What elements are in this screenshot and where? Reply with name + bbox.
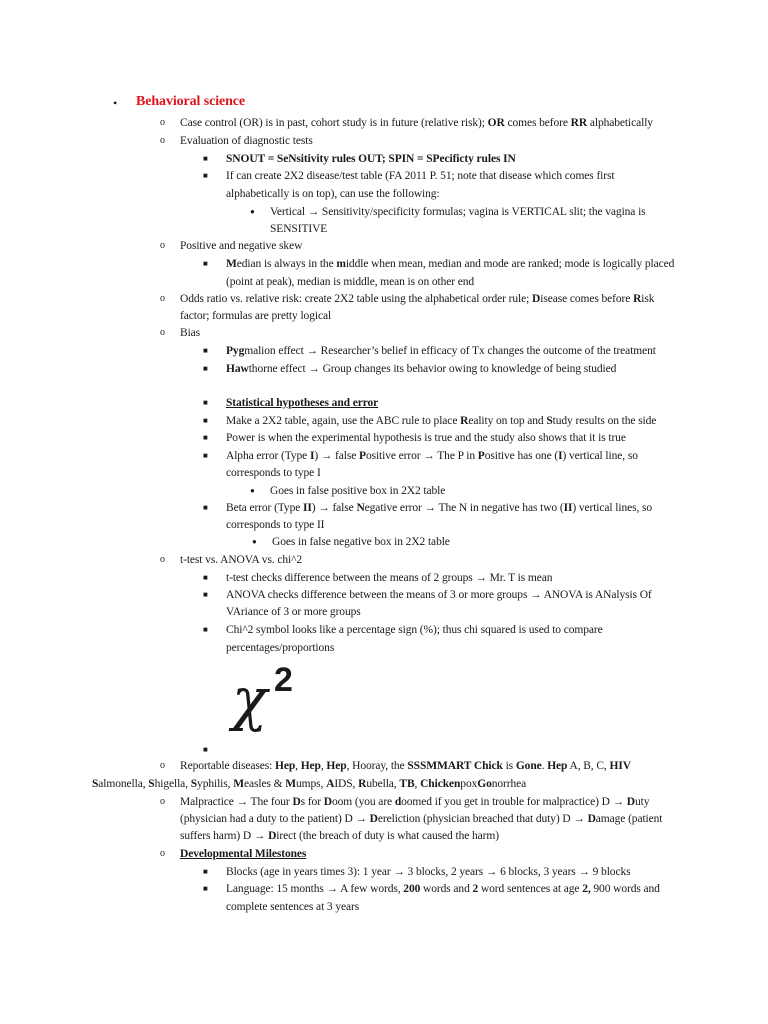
- note-line: Power is when the experimental hypothesis is true and the study also shows that it is true: [226, 432, 626, 444]
- bullet-l1: o: [160, 554, 165, 565]
- note-line: alphabetically is on top), can use the following:: [226, 188, 440, 200]
- note-line: Blocks (age in years times 3): 1 year → 3 blocks, 2 years → 6 blocks, 3 years → 9 blocks: [226, 866, 631, 878]
- note-line: SENSITIVE: [270, 223, 328, 235]
- note-line: Reportable diseases: Hep, Hep, Hep, Hooray, the SSSMMART Chick is Gone. Hep A, B, C, HIV: [180, 760, 631, 772]
- note-line: Evaluation of diagnostic tests: [180, 135, 313, 147]
- bullet-l2: ■: [203, 625, 208, 634]
- note-line: Alpha error (Type I) → false Positive error → The P in Positive has one (I) vertical line, so: [226, 450, 638, 462]
- note-line: Pygmalion effect → Researcher’s belief in efficacy of Tx changes the outcome of the treatment: [226, 345, 656, 357]
- bullet-l3: ●: [250, 207, 255, 216]
- note-line: corresponds to type I: [226, 467, 321, 479]
- note-line: Beta error (Type II) → false Negative error → The N in negative has two (II) vertical lines, so: [226, 502, 653, 514]
- note-line: corresponds to type II: [226, 519, 325, 531]
- bullet-l2: ■: [203, 451, 208, 460]
- bullet-l2: ■: [203, 259, 208, 268]
- note-line: VAriance of 3 or more groups: [226, 606, 361, 618]
- bullet-l2: ■: [203, 573, 208, 582]
- note-line: Goes in false negative box in 2X2 table: [272, 536, 450, 548]
- bullet-l2: ■: [203, 398, 208, 407]
- bullet-l2: ■: [203, 416, 208, 425]
- bullet-l3: ●: [252, 537, 257, 546]
- note-line: Make a 2X2 table, again, use the ABC rule to place Reality on top and Study results on the side: [226, 415, 657, 427]
- subheading: Developmental Milestones: [180, 848, 307, 860]
- note-line: t-test vs. ANOVA vs. chi^2: [180, 554, 303, 566]
- bullet-l2: ■: [203, 503, 208, 512]
- bullet-l2: ■: [203, 364, 208, 373]
- note-line: Odds ratio vs. relative risk: create 2X2 table using the alphabetical order rule; Disease comes before Risk: [180, 293, 655, 305]
- bullet-l1: o: [160, 796, 165, 807]
- note-line: Language: 15 months → A few words, 200 words and 2 word sentences at age 2, 900 words and: [226, 883, 660, 895]
- bullet-l2: ■: [203, 433, 208, 442]
- note-line: (point at peak), median is middle, mean is on other end: [226, 276, 475, 288]
- note-line: Goes in false positive box in 2X2 table: [270, 485, 446, 497]
- note-line: Vertical → Sensitivity/specificity formulas; vagina is VERTICAL slit; the vagina is: [270, 206, 646, 218]
- note-line: t-test checks difference between the means of 2 groups → Mr. T is mean: [226, 572, 553, 584]
- note-line: Malpractice → The four Ds for Doom (you are doomed if you get in trouble for malpractice) D → Duty: [180, 796, 650, 808]
- bullet-l2: ■: [203, 171, 208, 180]
- note-line: complete sentences at 3 years: [226, 901, 360, 913]
- bullet-l1: o: [160, 135, 165, 146]
- note-line: Hawthorne effect → Group changes its behavior owing to knowledge of being studied: [226, 363, 617, 375]
- note-line: Median is always in the middle when mean, median and mode are ranked; mode is logically placed: [226, 258, 675, 270]
- note-line: Case control (OR) is in past, cohort study is in future (relative risk); OR comes before RR alphabetically: [180, 117, 653, 129]
- bullet-l2: ■: [203, 867, 208, 876]
- bullet-l3: ●: [250, 486, 255, 495]
- section-title: Behavioral science: [136, 94, 246, 109]
- note-line: ANOVA checks difference between the means of 3 or more groups → ANOVA is ANalysis Of: [226, 589, 652, 601]
- note-line: Bias: [180, 327, 201, 339]
- bullet-l0: •: [113, 96, 118, 110]
- bullet-l1: o: [160, 760, 165, 771]
- note-line: Positive and negative skew: [180, 240, 303, 252]
- note-line: Chi^2 symbol looks like a percentage sign (%); thus chi squared is used to compare: [226, 624, 603, 636]
- note-line: SNOUT = SeNsitivity rules OUT; SPIN = SPecificty rules IN: [226, 153, 516, 165]
- note-line: factor; formulas are pretty logical: [180, 310, 332, 322]
- bullet-l2: ■: [203, 154, 208, 163]
- bullet-l2: ■: [203, 745, 208, 754]
- chi-squared-symbol: χ 2: [232, 661, 293, 733]
- bullet-l2: ■: [203, 346, 208, 355]
- note-line: (physician had a duty to the patient) D → Dereliction (physician breached that duty) D → Damage (patient: [180, 813, 663, 825]
- bullet-l1: o: [160, 327, 165, 338]
- bullet-l1: o: [160, 293, 165, 304]
- bullet-l1: o: [160, 848, 165, 859]
- note-line: percentages/proportions: [226, 642, 335, 654]
- note-line: If can create 2X2 disease/test table (FA 2011 P. 51; note that disease which comes first: [226, 170, 615, 182]
- subheading: Statistical hypotheses and error: [226, 397, 379, 409]
- bullet-l2: ■: [203, 590, 208, 599]
- bullet-l1: o: [160, 240, 165, 251]
- note-line: Salmonella, Shigella, Syphilis, Measles & Mumps, AIDS, Rubella, TB, ChickenpoxGonorrhea: [92, 778, 527, 790]
- bullet-l2: ■: [203, 884, 208, 893]
- bullet-l1: o: [160, 117, 165, 128]
- note-line: suffers harm) D → Direct (the breach of duty is what caused the harm): [180, 830, 499, 842]
